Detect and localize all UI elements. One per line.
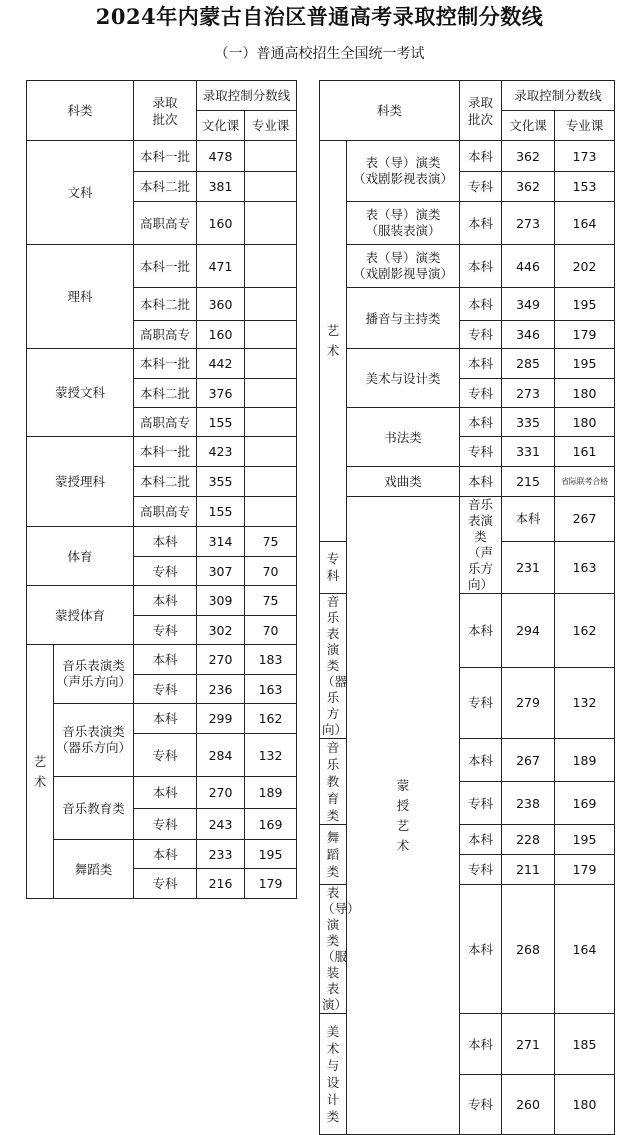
art-subcategory: [54, 645, 134, 704]
batch-cell: 高职高专: [134, 497, 197, 527]
culture-score: 268: [502, 885, 555, 1014]
culture-score: 302: [197, 616, 245, 645]
batch-cell: 专科: [134, 616, 197, 645]
header-category: 科类: [27, 81, 134, 141]
batch-cell: 本科: [460, 594, 502, 668]
table-row: [320, 408, 615, 437]
header-specialty: 专业课: [555, 111, 615, 141]
culture-score: 238: [502, 782, 555, 825]
table-row: [27, 245, 297, 288]
culture-score: 376: [197, 379, 245, 408]
batch-cell: 本科: [460, 885, 502, 1014]
culture-score: 273: [502, 379, 555, 408]
subcategory-line1: 音乐表演类: [62, 724, 125, 739]
table-row: [27, 141, 297, 172]
mengart-label-char: 术: [396, 837, 410, 853]
table-row: [27, 586, 297, 616]
specialty-score: 153: [555, 172, 615, 202]
batch-cell: 本科: [460, 467, 502, 497]
batch-cell: 本科: [134, 527, 197, 557]
batch-cell: 本科: [134, 840, 197, 869]
specialty-score: 185: [555, 1014, 615, 1075]
art-subcategory: [460, 497, 502, 594]
culture-score: 446: [502, 245, 555, 288]
specialty-score: [245, 141, 297, 172]
specialty-score: 189: [555, 739, 615, 782]
table-row: [27, 349, 297, 379]
subcategory-line2: （服装表演）: [365, 223, 441, 238]
specialty-score: 180: [555, 408, 615, 437]
table-row: [320, 497, 615, 542]
subcategory-line1: 表（导）演类: [322, 885, 360, 948]
art-subcategory: 戏曲类: [347, 467, 460, 497]
culture-score: 215: [502, 467, 555, 497]
culture-score: 233: [197, 840, 245, 869]
culture-score: 478: [197, 141, 245, 172]
table-row: [27, 645, 297, 675]
batch-cell: 本科: [134, 777, 197, 809]
category-mengli: 蒙授理科: [27, 437, 134, 527]
subcategory-line1: 表（导）演类: [365, 250, 441, 265]
specialty-score: 179: [245, 869, 297, 899]
batch-cell: 本科: [134, 704, 197, 734]
art-subcategory: 美术与设计类: [347, 349, 460, 408]
culture-score: 260: [502, 1075, 555, 1135]
table-row: [27, 840, 297, 869]
batch-cell: 本科: [502, 497, 555, 542]
specialty-score: 75: [245, 586, 297, 616]
specialty-score: 195: [555, 825, 615, 855]
specialty-score: 132: [245, 734, 297, 777]
batch-cell: 本科: [460, 288, 502, 321]
table-row: [320, 141, 615, 172]
batch-cell: 高职高专: [134, 408, 197, 437]
culture-score: 294: [502, 594, 555, 668]
batch-cell: 本科二批: [134, 288, 197, 321]
culture-score: 231: [502, 541, 555, 593]
specialty-score: 163: [245, 675, 297, 704]
art-subcategory: [347, 141, 460, 202]
batch-cell: 本科二批: [134, 172, 197, 202]
specialty-score: 183: [245, 645, 297, 675]
batch-cell: 高职高专: [134, 321, 197, 349]
culture-score: 299: [197, 704, 245, 734]
culture-score: 307: [197, 557, 245, 586]
culture-score: 155: [197, 408, 245, 437]
header-culture: 文化课: [197, 111, 245, 141]
subcategory-line1: 音乐表演类: [62, 658, 125, 673]
culture-score: 279: [502, 667, 555, 738]
header-score-group: 录取控制分数线: [197, 81, 297, 111]
category-tiyu: 体育: [27, 527, 134, 586]
specialty-score: [245, 349, 297, 379]
culture-score: 285: [502, 349, 555, 379]
page-title: 2024年内蒙古自治区普通高考录取控制分数线: [95, 4, 544, 29]
table-row: [320, 349, 615, 379]
category-art-vertical: [320, 141, 347, 542]
subcategory-line2: （戏剧影视表演）: [353, 171, 454, 186]
batch-cell: 专科: [460, 172, 502, 202]
mengart-label-char: 蒙: [396, 777, 410, 793]
culture-score: 314: [197, 527, 245, 557]
art-subcategory: 书法类: [347, 408, 460, 467]
batch-cell: 本科二批: [134, 379, 197, 408]
culture-score: 236: [197, 675, 245, 704]
batch-cell: 本科: [460, 202, 502, 245]
batch-cell: 专科: [320, 541, 347, 593]
specialty-score: 162: [555, 594, 615, 668]
specialty-score: 202: [555, 245, 615, 288]
table-row: [320, 467, 615, 497]
batch-cell: 本科一批: [134, 437, 197, 467]
art-subcategory: 舞蹈类: [320, 825, 347, 885]
batch-cell: 专科: [134, 675, 197, 704]
specialty-score: 173: [555, 141, 615, 172]
culture-score: 267: [555, 497, 615, 542]
culture-score: 160: [197, 202, 245, 245]
specialty-score: 164: [555, 885, 615, 1014]
batch-cell: 本科: [460, 349, 502, 379]
specialty-score: 70: [245, 557, 297, 586]
batch-cell: 专科: [460, 379, 502, 408]
specialty-score: [245, 408, 297, 437]
culture-score: 160: [197, 321, 245, 349]
mengart-label-char: 艺: [396, 817, 410, 833]
category-like: 理科: [27, 245, 134, 349]
table-row: [27, 437, 297, 467]
header-category: 科类: [320, 81, 460, 141]
specialty-score: 180: [555, 379, 615, 408]
subcategory-line2: （器乐方向）: [322, 674, 348, 737]
specialty-score: 163: [555, 541, 615, 593]
batch-cell: 本科: [460, 1014, 502, 1075]
specialty-score: [245, 288, 297, 321]
subcategory-line2: （戏剧影视导演）: [353, 266, 454, 281]
batch-cell: 本科: [460, 245, 502, 288]
specialty-score: 70: [245, 616, 297, 645]
specialty-score: [245, 437, 297, 467]
culture-score: 284: [197, 734, 245, 777]
art-subcategory: [347, 202, 460, 245]
culture-score: 228: [502, 825, 555, 855]
category-mengwen: 蒙授文科: [27, 349, 134, 437]
art-subcategory: [54, 704, 134, 777]
culture-score: 270: [197, 777, 245, 809]
culture-score: 273: [502, 202, 555, 245]
specialty-score: [245, 202, 297, 245]
specialty-score: [245, 172, 297, 202]
art-subcategory: 音乐教育类: [54, 777, 134, 840]
header-specialty: 专业课: [245, 111, 297, 141]
specialty-score: 75: [245, 527, 297, 557]
specialty-score: 132: [555, 667, 615, 738]
culture-score: 362: [502, 172, 555, 202]
header-score-group: 录取控制分数线: [502, 81, 615, 111]
table-row: [27, 777, 297, 809]
header-culture: 文化课: [502, 111, 555, 141]
art-subcategory: 音乐教育类: [320, 739, 347, 825]
subcategory-line2: （器乐方向）: [56, 740, 132, 755]
art-subcategory: 舞蹈类: [54, 840, 134, 899]
specialty-score: 195: [245, 840, 297, 869]
batch-cell: 专科: [460, 855, 502, 885]
culture-score: 271: [502, 1014, 555, 1075]
batch-cell: 本科: [460, 825, 502, 855]
specialty-score: 179: [555, 855, 615, 885]
specialty-score: 省际联考合格: [555, 467, 615, 497]
culture-score: 335: [502, 408, 555, 437]
culture-score: 346: [502, 321, 555, 349]
header-batch-line1: 录取: [468, 94, 494, 110]
specialty-score: 169: [245, 809, 297, 840]
table-row: [27, 527, 297, 557]
specialty-score: 180: [555, 1075, 615, 1135]
culture-score: 362: [502, 141, 555, 172]
right-score-table: [319, 80, 615, 1135]
art-subcategory: 美术与设计类: [320, 1014, 347, 1135]
art-label-char: 术: [326, 342, 340, 358]
batch-cell: 专科: [134, 557, 197, 586]
art-label-char: 艺: [33, 753, 47, 769]
batch-cell: 本科一批: [134, 141, 197, 172]
culture-score: 309: [197, 586, 245, 616]
specialty-score: [245, 467, 297, 497]
culture-score: 442: [197, 349, 245, 379]
culture-score: 423: [197, 437, 245, 467]
art-subcategory: [320, 594, 347, 739]
subcategory-line2: （服装表演）: [322, 949, 348, 1012]
left-score-table: [26, 80, 297, 899]
art-subcategory: [347, 245, 460, 288]
culture-score: 331: [502, 437, 555, 467]
subcategory-line1: 表（导）演类: [365, 207, 441, 222]
specialty-score: [245, 497, 297, 527]
header-batch-line2: 批次: [152, 111, 178, 127]
header-batch: [460, 81, 502, 141]
category-mengtiyu: 蒙授体育: [27, 586, 134, 645]
specialty-score: 195: [555, 349, 615, 379]
culture-score: 360: [197, 288, 245, 321]
culture-score: 211: [502, 855, 555, 885]
subcategory-line1: 音乐表演类: [468, 497, 494, 544]
batch-cell: 本科二批: [134, 467, 197, 497]
batch-cell: 专科: [460, 782, 502, 825]
batch-cell: 本科: [134, 645, 197, 675]
specialty-score: 162: [245, 704, 297, 734]
category-wenke: 文科: [27, 141, 134, 245]
batch-cell: 专科: [460, 1075, 502, 1135]
batch-cell: 本科一批: [134, 245, 197, 288]
specialty-score: [245, 379, 297, 408]
page-subtitle: （一）普通高校招生全国统一考试: [214, 46, 425, 62]
header-batch-line2: 批次: [468, 111, 494, 127]
table-row: [320, 245, 615, 288]
batch-cell: 专科: [460, 321, 502, 349]
art-label-char: 术: [33, 773, 47, 789]
culture-score: 270: [197, 645, 245, 675]
table-row: [27, 704, 297, 734]
specialty-score: 195: [555, 288, 615, 321]
culture-score: 471: [197, 245, 245, 288]
batch-cell: 专科: [134, 809, 197, 840]
batch-cell: 本科: [460, 408, 502, 437]
specialty-score: 189: [245, 777, 297, 809]
batch-cell: 本科: [134, 586, 197, 616]
culture-score: 267: [502, 739, 555, 782]
batch-cell: 本科: [460, 739, 502, 782]
specialty-score: 161: [555, 437, 615, 467]
specialty-score: 179: [555, 321, 615, 349]
batch-cell: 本科一批: [134, 349, 197, 379]
culture-score: 216: [197, 869, 245, 899]
specialty-score: 169: [555, 782, 615, 825]
batch-cell: 本科: [460, 141, 502, 172]
culture-score: 381: [197, 172, 245, 202]
batch-cell: 专科: [460, 667, 502, 738]
subcategory-line2: （声乐方向）: [468, 545, 494, 592]
culture-score: 355: [197, 467, 245, 497]
table-row: [320, 288, 615, 321]
culture-score: 243: [197, 809, 245, 840]
mengart-label-char: 授: [396, 797, 410, 813]
batch-cell: 专科: [460, 437, 502, 467]
specialty-score: [245, 321, 297, 349]
culture-score: 155: [197, 497, 245, 527]
batch-cell: 高职高专: [134, 202, 197, 245]
specialty-score: [245, 245, 297, 288]
category-art-vertical: [27, 645, 54, 899]
category-mengart-vertical: [347, 497, 460, 1135]
batch-cell: 专科: [134, 869, 197, 899]
batch-cell: 专科: [134, 734, 197, 777]
art-label-char: 艺: [326, 322, 340, 338]
subcategory-line1: 音乐表演类: [326, 594, 340, 673]
culture-score: 349: [502, 288, 555, 321]
art-subcategory: [320, 885, 360, 1014]
subcategory-line2: （声乐方向）: [56, 674, 132, 689]
header-batch-line1: 录取: [152, 94, 178, 110]
specialty-score: 164: [555, 202, 615, 245]
table-row: [320, 202, 615, 245]
subcategory-line1: 表（导）演类: [365, 155, 441, 170]
art-subcategory: 播音与主持类: [347, 288, 460, 349]
header-batch: [134, 81, 197, 141]
